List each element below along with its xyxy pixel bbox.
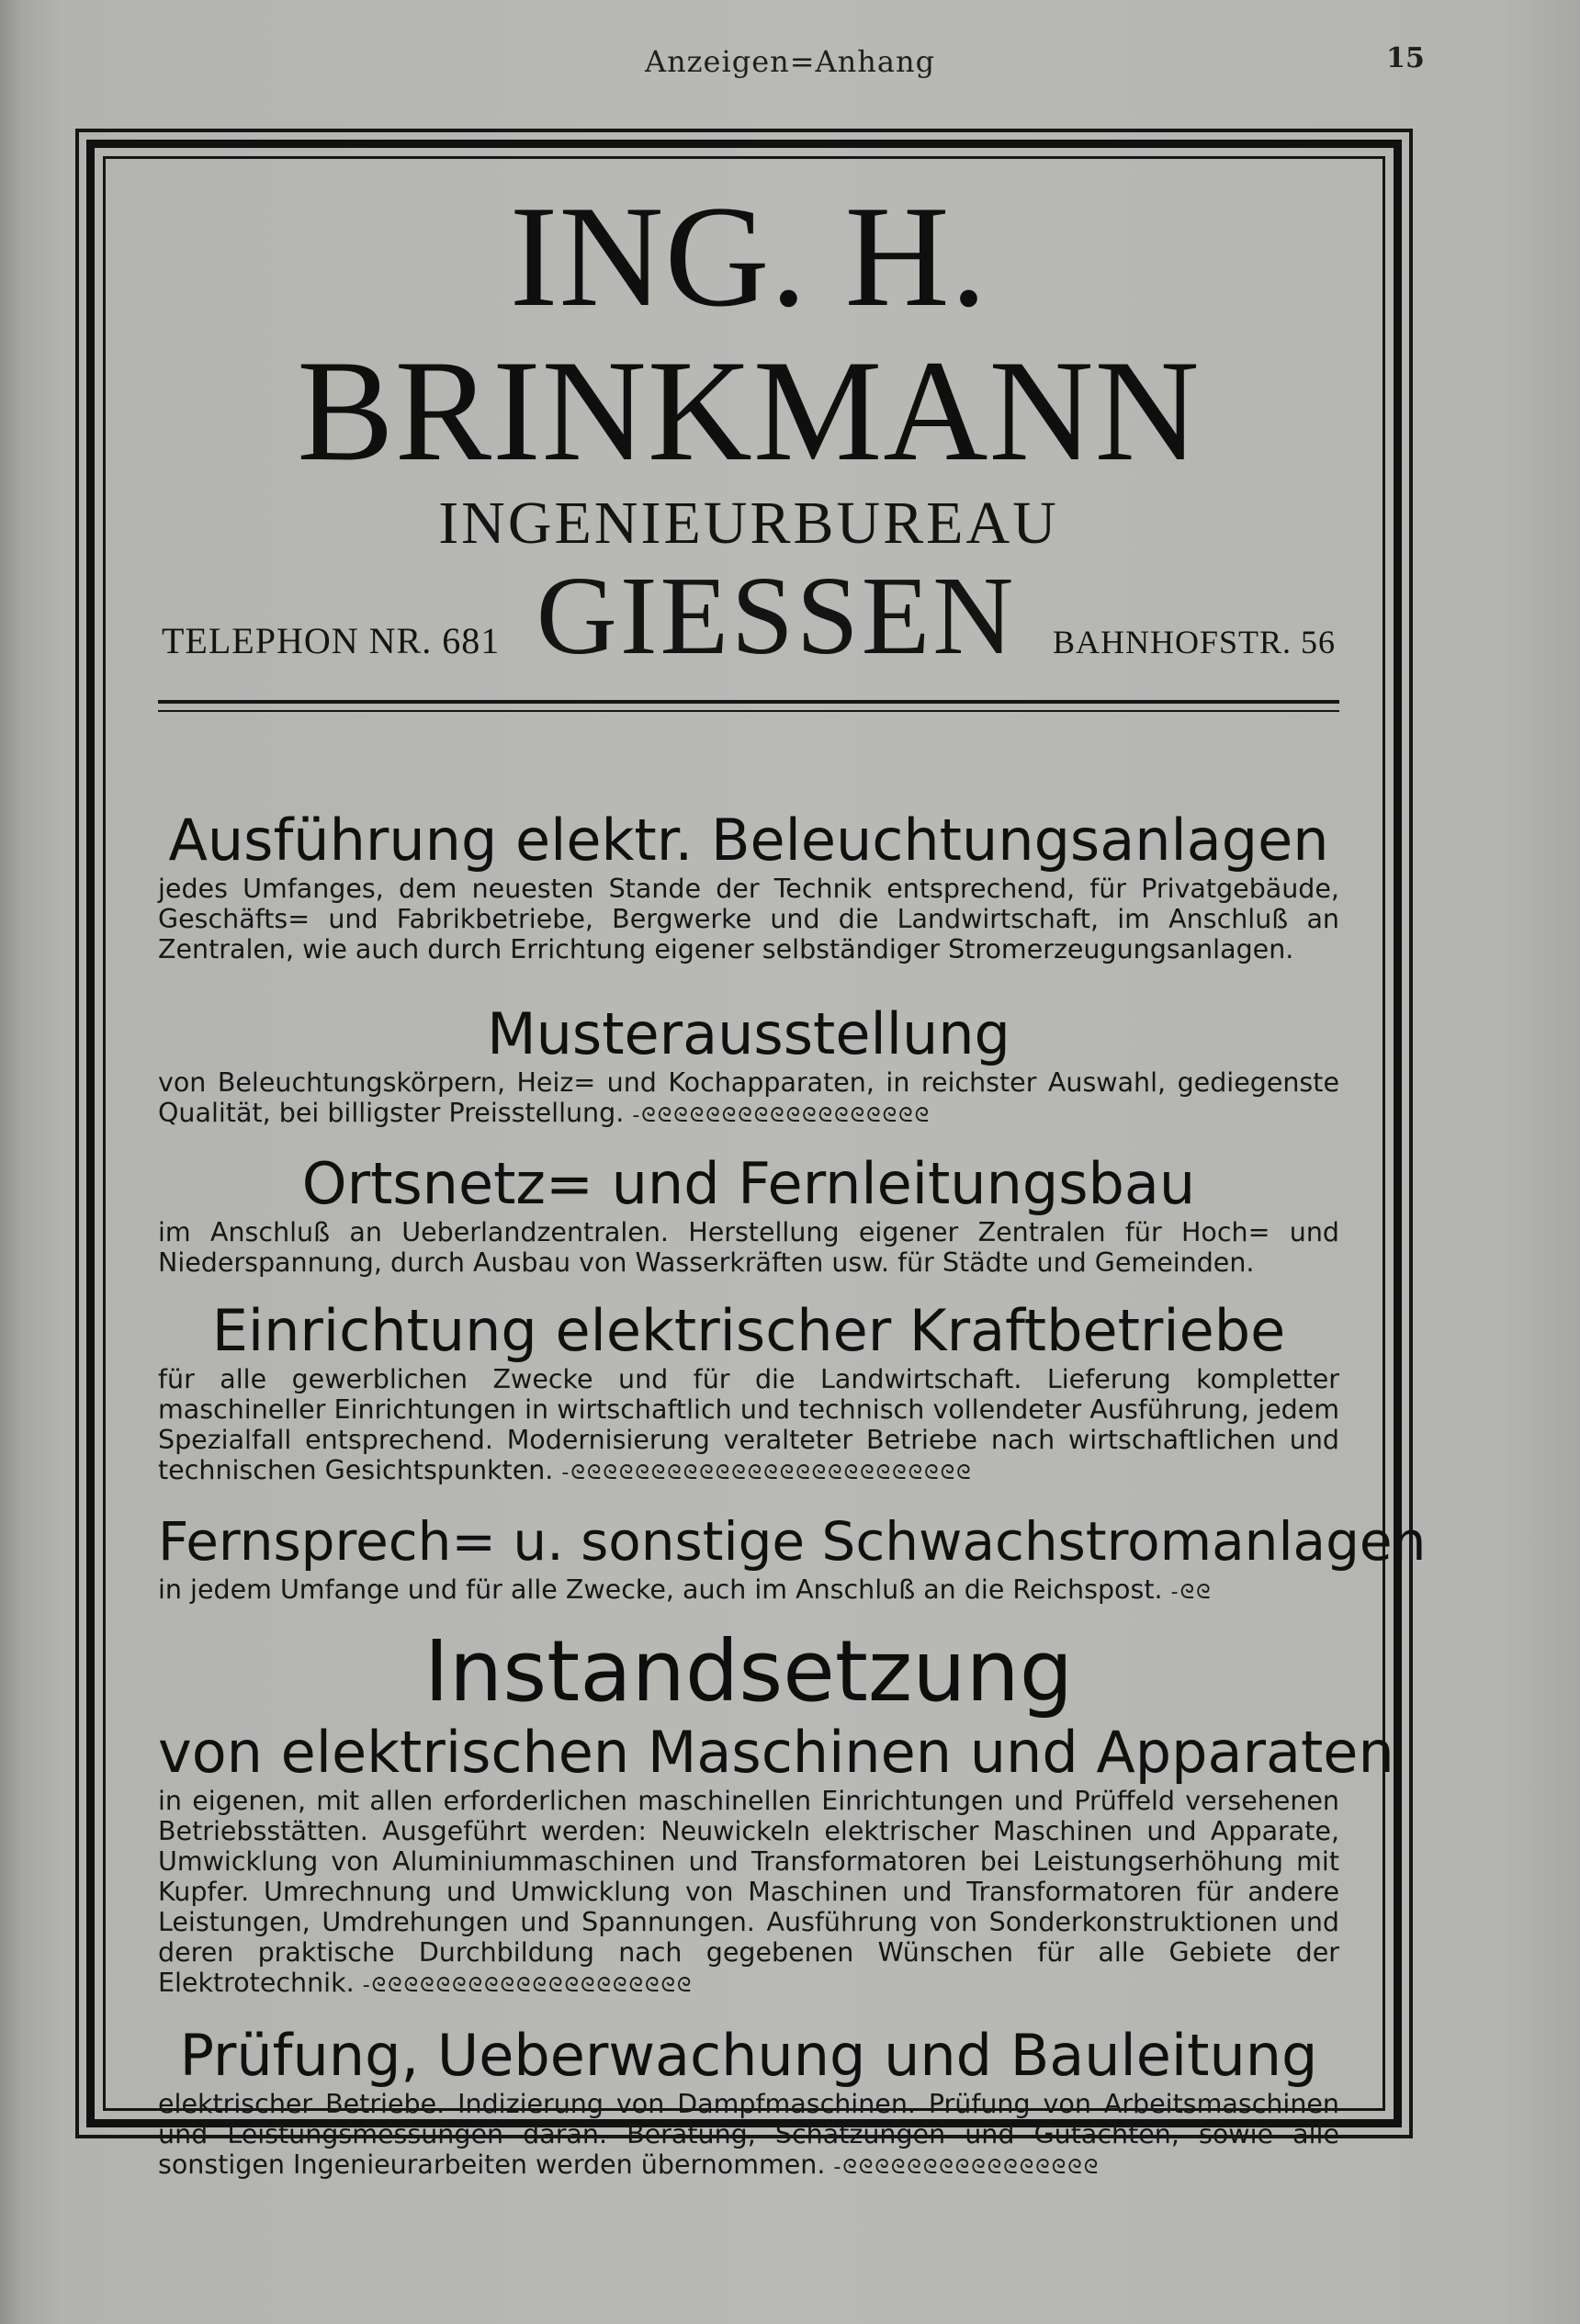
telephone-number: TELEPHON NR. 681: [162, 620, 501, 661]
section-heading: Prüfung, Ueberwachung und Bauleitung: [179, 2022, 1318, 2089]
ornament-border: -ᘓᘓᘓᘓᘓᘓᘓᘓᘓᘓᘓᘓᘓᘓᘓᘓᘓᘓᘓᘓ: [362, 1974, 694, 1997]
section-body: [158, 874, 1339, 965]
section-inspection: [158, 2023, 1339, 2183]
section-power: [158, 1298, 1339, 1488]
section-network: [158, 1151, 1339, 1278]
ornament-border: -ᘓᘓᘓᘓᘓᘓᘓᘓᘓᘓᘓᘓᘓᘓᘓᘓ: [833, 2156, 1100, 2179]
section-telephone: [158, 1508, 1427, 1608]
section-body: [158, 1786, 1339, 2001]
section-text: von Beleuchtungskörpern, Heiz= und Kochapparaten, in reichster Auswahl, gediegenste Qualität, bei billigster Preisstellung.: [158, 1067, 1339, 1128]
ornament-border: -ᘓᘓᘓᘓᘓᘓᘓᘓᘓᘓᘓᘓᘓᘓᘓᘓᘓᘓ: [632, 1104, 931, 1127]
section-text: in jedem Umfange und für alle Zwecke, auch im Anschluß an die Reichspost.: [158, 1574, 1163, 1605]
ornament-border: -ᘓᘓ: [1170, 1581, 1213, 1604]
repair-subheading: von elektrischen Maschinen und Apparaten: [158, 1719, 1394, 1786]
section-text: elektrischer Betriebe. Indizierung von Dampfmaschinen. Prüfung von Arbeitsmaschinen und Leistungsmessungen daran. Beratung, Schätzungen und Gutachten, sowie alle sonstigen Ingenieurarbeiten werden übernommen.: [158, 2089, 1339, 2180]
ornament-border: -ᘓᘓᘓᘓᘓᘓᘓᘓᘓᘓᘓᘓᘓᘓᘓᘓᘓᘓᘓᘓᘓᘓᘓᘓᘓ: [561, 1461, 973, 1484]
section-heading: Fernsprech= u. sonstige Schwachstromanlagen: [158, 1510, 1427, 1573]
section-body: [158, 2089, 1339, 2183]
section-body: [158, 1217, 1339, 1278]
section-heading: Ortsnetz= und Fernleitungsbau: [301, 1150, 1196, 1217]
section-body: [158, 1574, 1339, 1608]
section-heading: Ausführung elektr. Beleuchtungsanlagen: [168, 807, 1329, 874]
running-header: Anzeigen=Anhang: [644, 44, 936, 79]
section-text: für alle gewerblichen Zwecke und für die Landwirtschaft. Lieferung kompletter maschineller Einrichtungen in wirtschaftlich und technisch vollendeter Ausführung, jedem Spezialfall entsprechend. Modernisierung veralteter Betriebe nach wirtschaftlichen und technischen Gesichtspunkten.: [158, 1364, 1339, 1485]
address-line: [158, 554, 1339, 678]
section-heading: Einrichtung elektrischer Kraftbetriebe: [211, 1297, 1286, 1364]
section-text: jedes Umfanges, dem neuesten Stande der Technik entsprechend, für Privatgebäude, Geschäfts= und Fabrikbetriebe, Bergwerke und die Landwirtschaft, im Anschluß an Zentralen, wie auch durch Errichtung eigener selbständiger Stromerzeugungsanlagen.: [158, 874, 1339, 965]
advertisement: [158, 162, 1427, 2183]
section-body: [158, 1067, 1339, 1131]
city-name: GIESSEN: [536, 554, 1017, 678]
section-repair: [158, 1622, 1394, 2001]
firm-subtitle: INGENIEURBUREAU: [438, 490, 1059, 557]
firm-name: ING. H. BRINKMANN: [297, 176, 1201, 491]
street-address: BAHNHOFSTR. 56: [1052, 624, 1336, 660]
section-text: in eigenen, mit allen erforderlichen maschinellen Einrichtungen und Prüffeld versehenen Betriebsstätten. Ausgeführt werden: Neuwickeln elektrischer Maschinen und Apparate, Umwicklung von Aluminiummaschinen und Transformatoren bei Leistungserhöhung mit Kupfer. Umrechnung und Umwicklung von Maschinen und Transformatoren für andere Leistungen, Umdrehungen und Spannungen. Ausführung von Sonderkonstruktionen und deren praktische Durchbildung nach gegebenen Wünschen für alle Gebiete der Elektrotechnik.: [158, 1786, 1339, 1998]
repair-heading: Instandsetzung: [423, 1622, 1074, 1720]
section-heading: Musterausstellung: [487, 1000, 1010, 1067]
section-body: [158, 1364, 1339, 1488]
header-divider: [158, 700, 1339, 712]
section-text: im Anschluß an Ueberlandzentralen. Herstellung eigener Zentralen für Hoch= und Niederspannung, durch Ausbau von Wasserkräften usw. für Städte und Gemeinden.: [158, 1217, 1339, 1278]
section-lighting: [158, 807, 1339, 965]
section-showroom: [158, 1001, 1339, 1131]
page-number: 15: [1386, 42, 1425, 74]
